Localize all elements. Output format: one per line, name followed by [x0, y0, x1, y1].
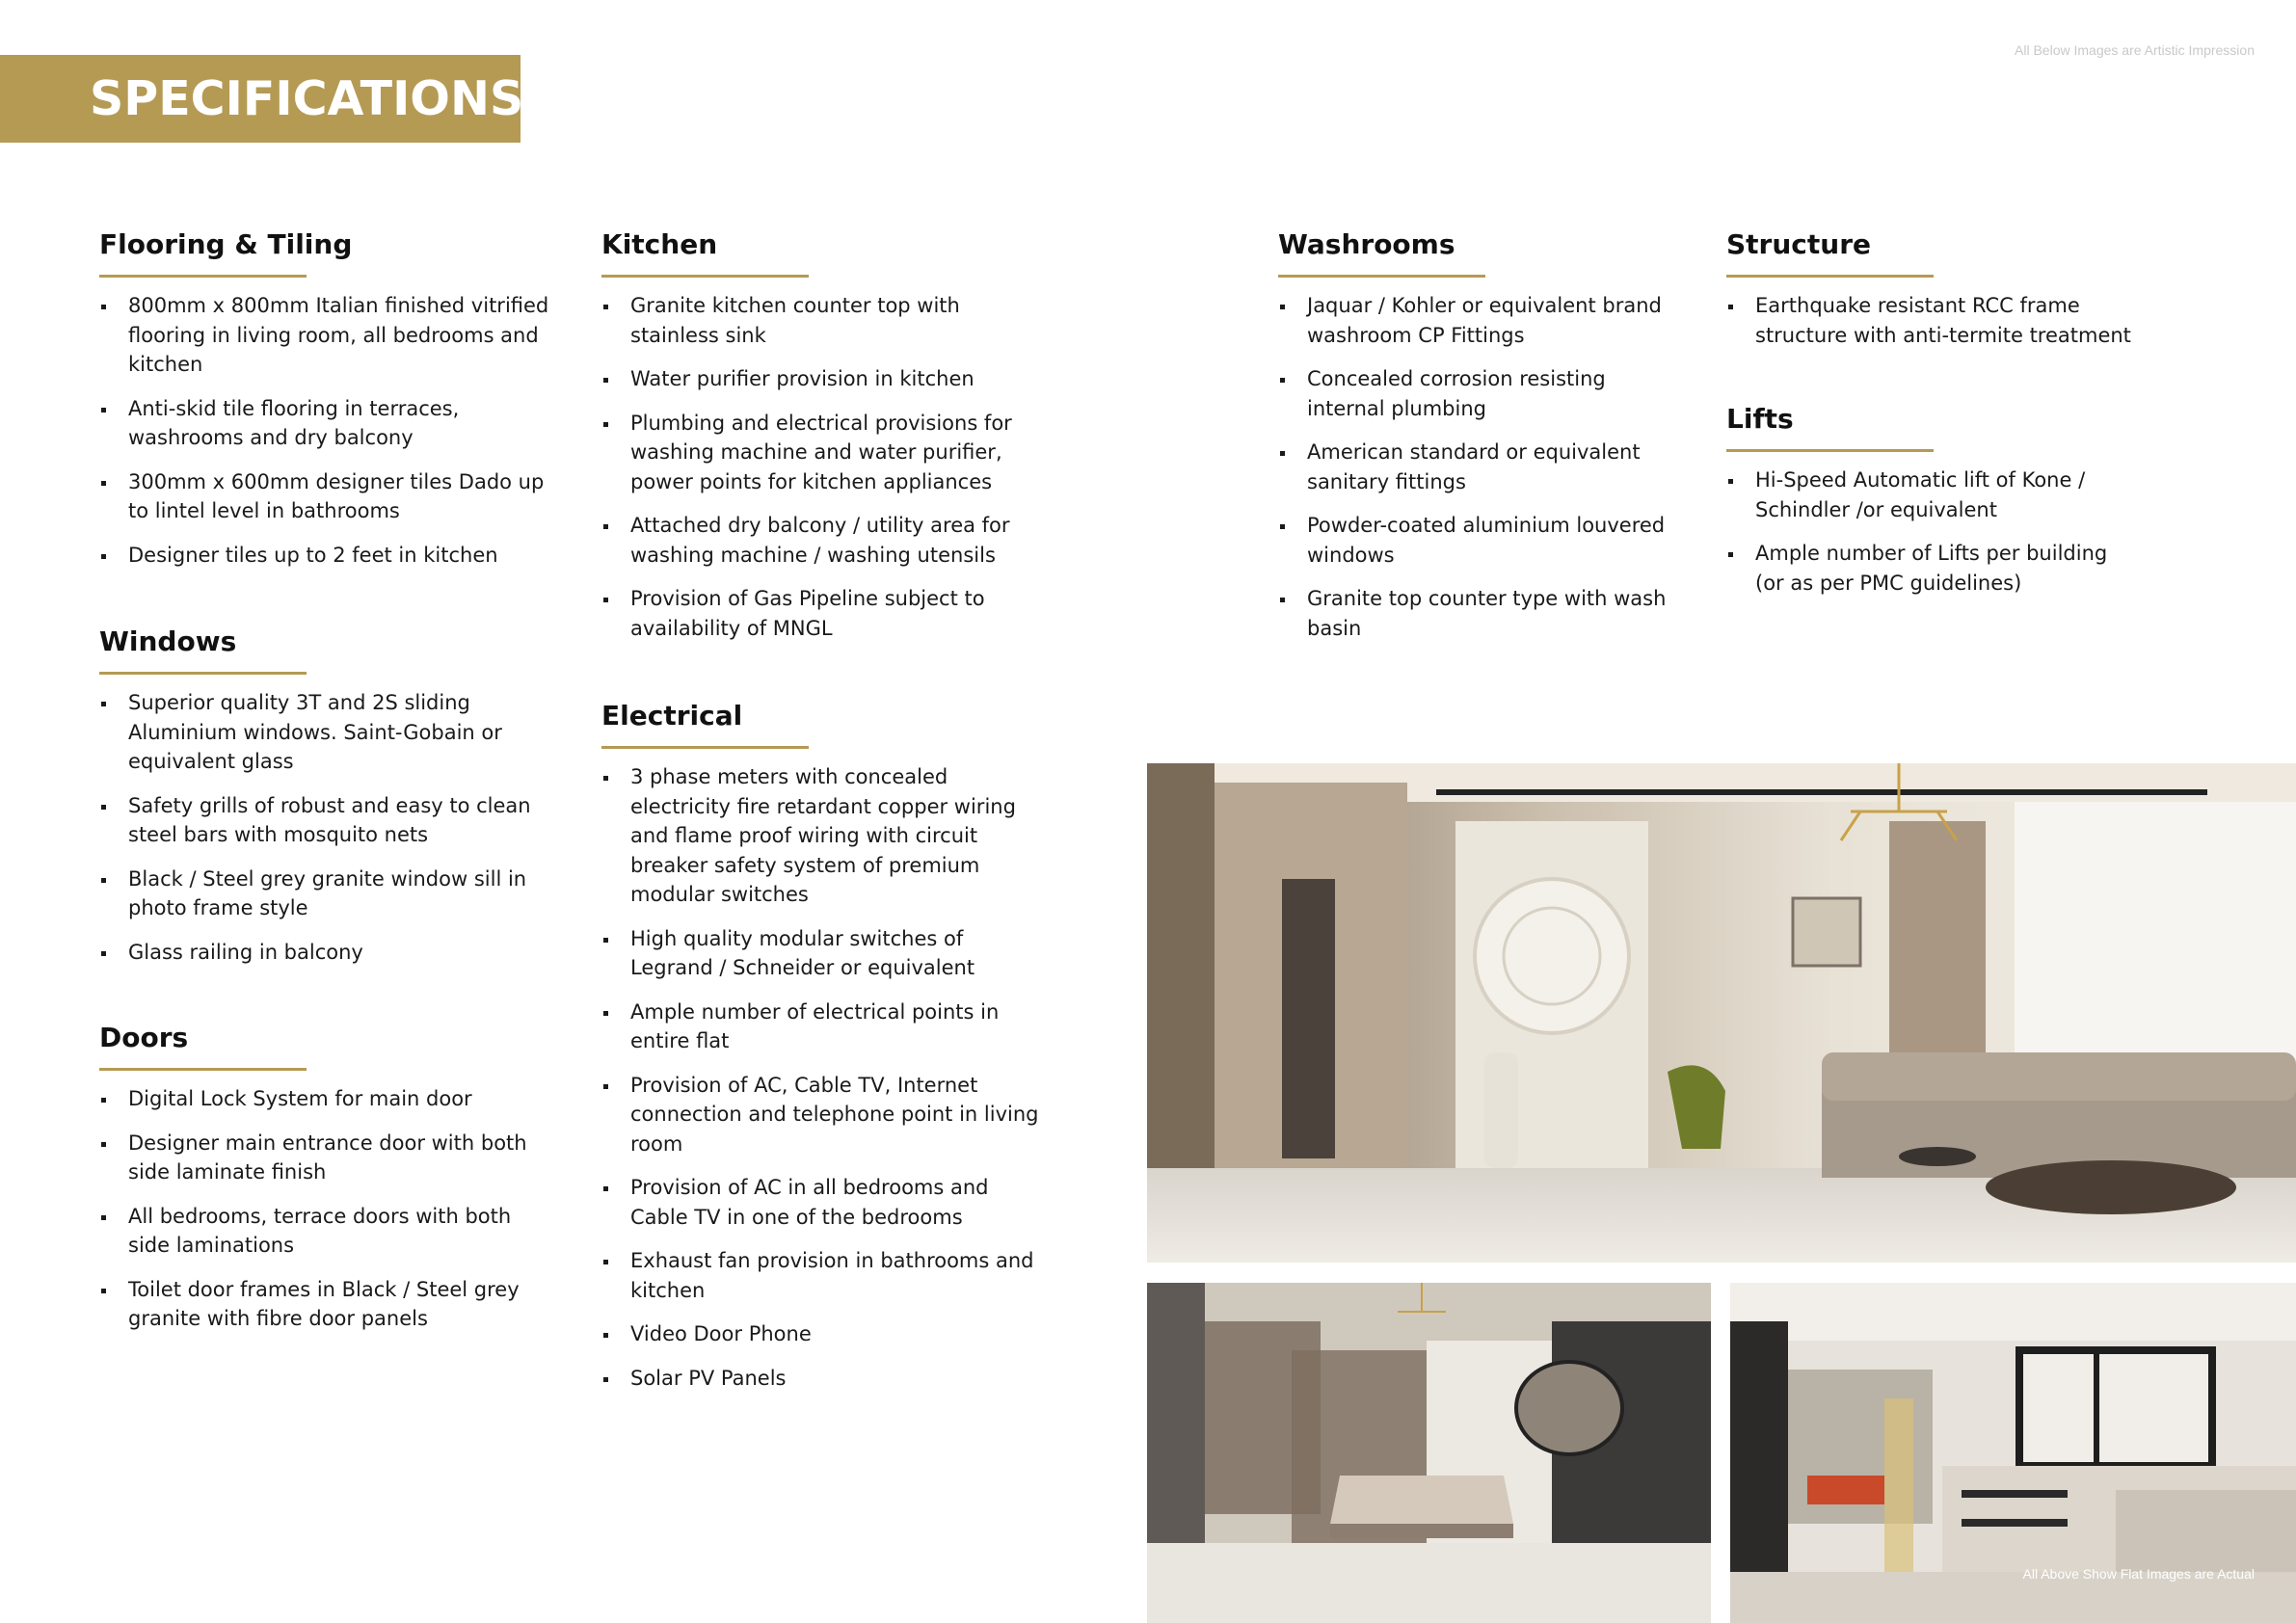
spec-item: All bedrooms, terrace doors with both side laminations [99, 1202, 552, 1261]
section-title: Structure [1726, 228, 1872, 260]
living-room-photo [1147, 763, 2296, 1263]
section-title: Flooring & Tiling [99, 228, 353, 260]
spec-list [601, 291, 1045, 643]
section-divider [99, 1068, 307, 1071]
section-divider [99, 672, 307, 675]
spec-item: Designer main entrance door with both side laminate finish [99, 1129, 552, 1187]
section-title: Lifts [1726, 403, 1794, 435]
spec-list [601, 762, 1045, 1393]
section-divider [1726, 449, 1934, 452]
section-divider [601, 746, 809, 749]
section-divider [99, 275, 307, 278]
section-title: Washrooms [1278, 228, 1455, 260]
spec-item: Glass railing in balcony [99, 938, 552, 968]
spec-item: Safety grills of robust and easy to clean steel bars with mosquito nets [99, 791, 552, 850]
spec-item: Solar PV Panels [601, 1364, 1045, 1394]
spec-item: Superior quality 3T and 2S sliding Aluminium windows. Saint-Gobain or equivalent glass [99, 688, 552, 777]
spec-item: 300mm x 600mm designer tiles Dado up to lintel level in bathrooms [99, 467, 552, 526]
show-flat-note: All Above Show Flat Images are Actual [2022, 1566, 2255, 1582]
section-title: Doors [99, 1022, 189, 1053]
spec-list [1726, 291, 2141, 350]
section-kitchen [601, 228, 1045, 657]
spec-list [99, 1084, 552, 1334]
spec-item: Plumbing and electrical provisions for washing machine and water purifier, power points for kitchen appliances [601, 409, 1045, 497]
section-washrooms [1278, 228, 1683, 657]
spec-item: Earthquake resistant RCC frame structure with anti-termite treatment [1726, 291, 2141, 350]
spec-item: American standard or equivalent sanitary fittings [1278, 438, 1683, 496]
spec-list [99, 291, 552, 570]
spec-item: Ample number of Lifts per building (or as per PMC guidelines) [1726, 539, 2141, 598]
spec-list [99, 688, 552, 967]
title-banner [0, 55, 524, 143]
spec-item: Anti-skid tile flooring in terraces, washrooms and dry balcony [99, 394, 552, 453]
spec-item: Provision of AC, Cable TV, Internet connection and telephone point in living room [601, 1071, 1045, 1159]
section-lifts [1726, 403, 2141, 612]
spec-item: Exhaust fan provision in bathrooms and kitchen [601, 1246, 1045, 1305]
spec-item: Granite kitchen counter top with stainless sink [601, 291, 1045, 350]
spec-item: Hi-Speed Automatic lift of Kone / Schindler /or equivalent [1726, 466, 2141, 524]
section-windows [99, 625, 552, 981]
spec-item: Water purifier provision in kitchen [601, 364, 1045, 394]
section-divider [1726, 275, 1934, 278]
spec-list [1278, 291, 1683, 643]
spec-item: Attached dry balcony / utility area for washing machine / washing utensils [601, 511, 1045, 570]
section-divider [1278, 275, 1485, 278]
spec-item: Concealed corrosion resisting internal plumbing [1278, 364, 1683, 423]
section-title: Electrical [601, 700, 743, 732]
spec-item: Digital Lock System for main door [99, 1084, 552, 1114]
spec-item: Ample number of electrical points in entire flat [601, 998, 1045, 1056]
spec-item: Toilet door frames in Black / Steel grey granite with fibre door panels [99, 1275, 552, 1334]
spec-item: Granite top counter type with wash basin [1278, 584, 1683, 643]
spec-item: High quality modular switches of Legrand / Schneider or equivalent [601, 924, 1045, 983]
spec-item: Video Door Phone [601, 1319, 1045, 1349]
bedroom-photo [1147, 1283, 1711, 1623]
page-title: SPECIFICATIONS [90, 71, 524, 126]
section-structure [1726, 228, 2141, 364]
section-doors [99, 1022, 552, 1348]
section-flooring [99, 228, 552, 584]
spec-item: 3 phase meters with concealed electricity fire retardant copper wiring and flame proof wiring with circuit breaker safety system of premium modular switches [601, 762, 1045, 910]
section-title: Windows [99, 625, 237, 657]
spec-item: Powder-coated aluminium louvered windows [1278, 511, 1683, 570]
section-divider [601, 275, 809, 278]
spec-list [1726, 466, 2141, 598]
spec-item: Provision of Gas Pipeline subject to availability of MNGL [601, 584, 1045, 643]
spec-item: 800mm x 800mm Italian finished vitrified flooring in living room, all bedrooms and kitchen [99, 291, 552, 380]
artistic-impression-note: All Below Images are Artistic Impression [2015, 42, 2255, 58]
spec-item: Provision of AC in all bedrooms and Cable TV in one of the bedrooms [601, 1173, 1045, 1232]
section-title: Kitchen [601, 228, 718, 260]
spec-item: Jaquar / Kohler or equivalent brand washroom CP Fittings [1278, 291, 1683, 350]
section-electrical [601, 700, 1045, 1407]
spec-item: Designer tiles up to 2 feet in kitchen [99, 541, 552, 571]
spec-item: Black / Steel grey granite window sill in photo frame style [99, 865, 552, 923]
